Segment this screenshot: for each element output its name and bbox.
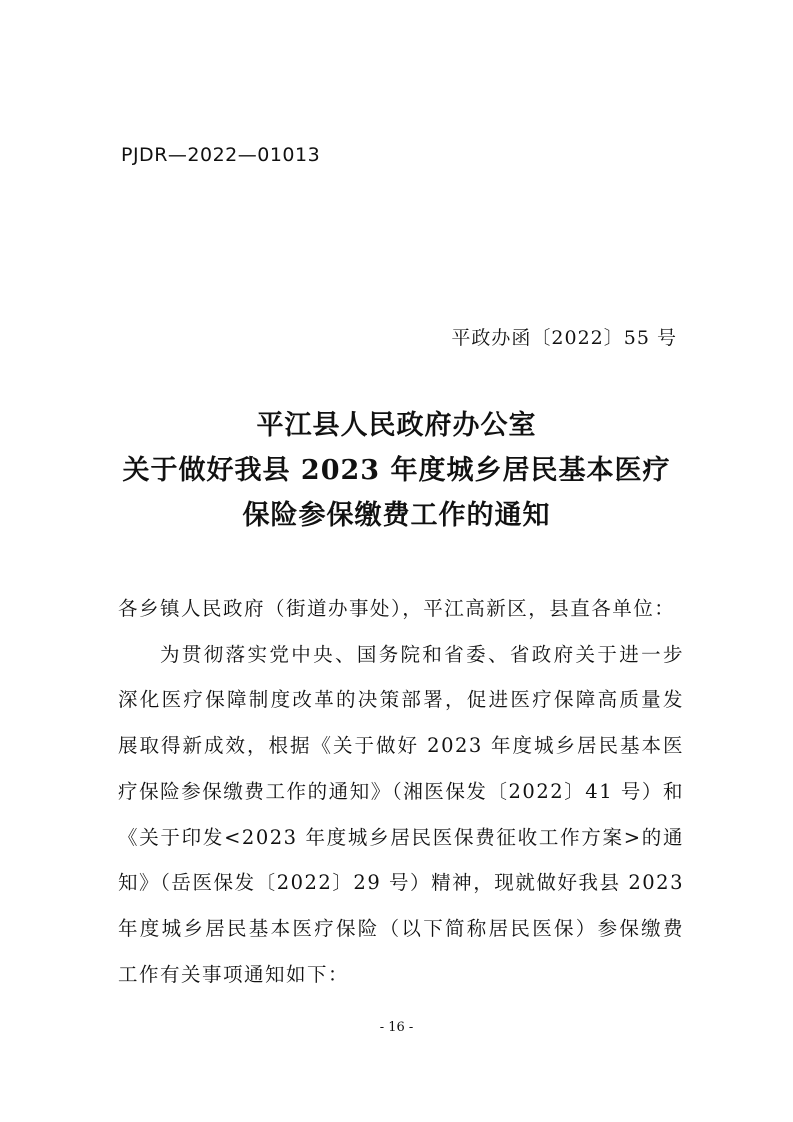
salutation: 各乡镇人民政府（街道办事处），平江高新区，县直各单位： xyxy=(118,597,676,620)
document-body xyxy=(118,586,684,997)
title-line-3: 保险参保缴费工作的通知 xyxy=(242,500,551,531)
title-line-2: 关于做好我县 2023 年度城乡居民基本医疗 xyxy=(122,455,671,486)
document-title xyxy=(0,403,793,538)
page-number: - 16 - xyxy=(379,1020,414,1035)
body-paragraph: 为贯彻落实党中央、国务院和省委、省政府关于进一步深化医疗保障制度改革的决策部署，促进医疗保障高质量发展取得新成效，根据《关于做好 2023 年度城乡居民基本医疗保险参保缴费工作的通知》（湘医保发〔2022〕41 号）和《关于印发<2023 年度城乡居民医保费征收工作方案>的通知》（岳医保发〔2022〕29 号）精神，现就做好我县 2023 年度城乡居民基本医疗保险（以下简称居民医保）参保缴费工作有关事项通知如下： xyxy=(118,642,684,986)
title-line-1: 平江县人民政府办公室 xyxy=(256,410,537,441)
document-id: PJDR—2022—01013 xyxy=(121,144,321,166)
file-number: 平政办函〔2022〕55 号 xyxy=(451,327,677,349)
